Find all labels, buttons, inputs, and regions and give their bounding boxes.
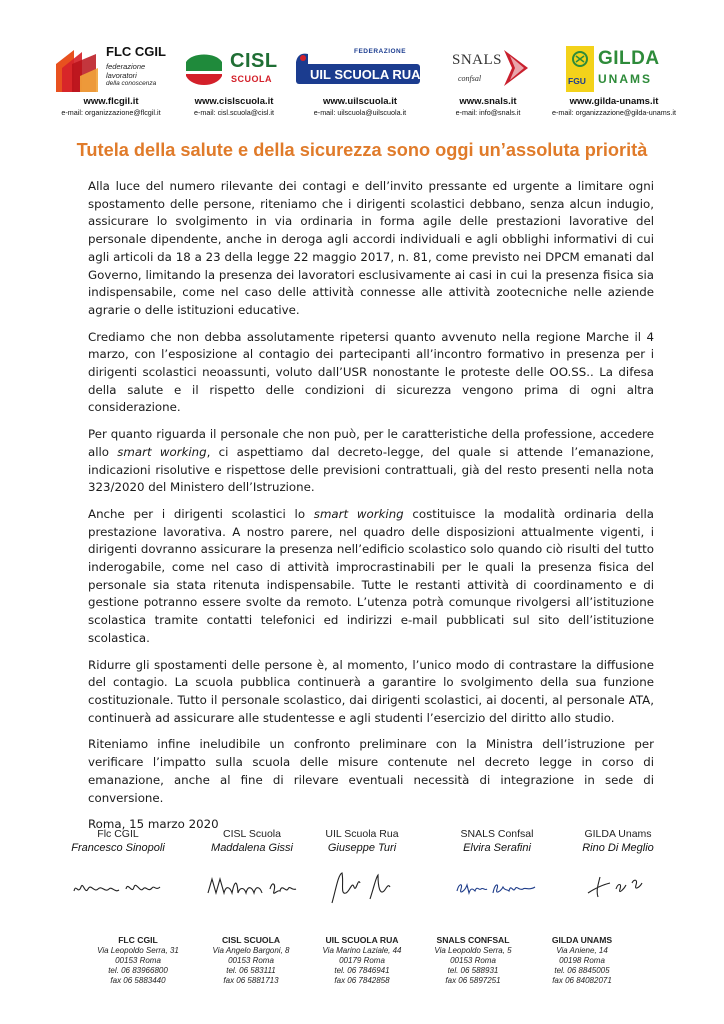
gilda-sub: UNAMS [598, 72, 652, 86]
address-flc [73, 935, 203, 986]
uil-name: UIL SCUOLA RUA [310, 67, 421, 82]
address-line: tel. 06 83966800 [108, 966, 168, 975]
email-link[interactable]: e-mail: cisl.scuola@cisl.it [194, 108, 274, 117]
address-line: fax 06 5897251 [445, 976, 501, 985]
flc-cgil-sub-2: lavoratori [106, 71, 137, 80]
address-line: tel. 06 8845005 [554, 966, 610, 975]
address-line: fax 06 7842858 [334, 976, 390, 985]
email-link[interactable]: e-mail: organizzazione@flcgil.it [61, 108, 161, 117]
flc-cgil-emblem-icon [52, 46, 102, 96]
website-link[interactable]: www.cislscuola.it [194, 96, 274, 107]
snals-emblem-icon [502, 48, 532, 88]
signature-flc [53, 828, 183, 903]
paragraph-1: Alla luce del numero rilevante dei contagi e dell’invito pressante ed urgente a limitare ogni spostamento delle persone, riteniamo che i dirigenti scolastici debbano, senza alcun indugio, assicurare lo svolgimento in via ordinaria in forma agile delle prestazioni lavorative del personale dipendente, anche in deroga agli accordi individuali e agli obblighi informativi di cui agli articoli da 18 a 23 della legge 22 maggio 2017, n. 81, come previsto nei DPCM emanati dal Governo, limitando la presenza dei lavoratori esclusivamente ai casi in cui la presenza fisica sia indispensabile, come nel caso delle attività connesse alle attività zootecniche nelle aziende agrarie o delle istituzioni educative. [88, 179, 654, 317]
address-line: fax 06 5883440 [110, 976, 166, 985]
gilda-mark: FGU [568, 76, 586, 86]
address-line: 00179 Roma [339, 956, 385, 965]
paragraph-3 [88, 426, 654, 497]
gilda-name: GILDA [598, 48, 660, 69]
signature-org: UIL Scuola Rua [325, 828, 399, 840]
website-link[interactable]: www.gilda-unams.it [569, 96, 659, 107]
gilda-unams-logo [566, 40, 666, 98]
address-line: Via Aniene, 14 [556, 946, 608, 955]
org-name: SNALS CONFSAL [436, 935, 510, 945]
flc-cgil-name: FLC CGIL [106, 44, 166, 59]
address-line: fax 06 5881713 [223, 976, 279, 985]
flc-cgil-sub-3: della conoscenza [106, 80, 157, 87]
handwritten-signature-icon [312, 869, 412, 909]
handwritten-signature-icon [202, 869, 302, 903]
website-link[interactable]: www.flcgil.it [83, 96, 139, 107]
signature-snals [432, 828, 562, 903]
contact-snals [418, 96, 558, 118]
signature-org: CISL Scuola [223, 828, 281, 840]
contact-gilda [544, 96, 684, 118]
cisl-name: CISL [230, 50, 278, 72]
address-line: 00153 Roma [450, 956, 496, 965]
flc-cgil-logo [52, 40, 172, 98]
signature-name: Francesco Sinopoli [71, 842, 165, 854]
contacts-row [0, 96, 724, 126]
signature-name: Rino Di Meglio [582, 842, 654, 854]
snals-name: SNALS [452, 52, 503, 68]
paragraph-2: Crediamo che non debba assolutamente ripetersi quanto avvenuto nella regione Marche il 4 marzo, con l’esposizione al contagio dei partecipanti all’incontro formativo in presenza per i dirigenti scolastici neoassunti, voluto dall’USR nonostante le proteste delle OO.SS.. La difesa della salute e il rispetto delle condizioni di sicurezza vengono prima di ogni altra considerazione. [88, 329, 654, 415]
paragraph-3-part-b: , ci aspettiamo dal decreto-legge, del quale si attende l’emanazione, indicazioni risolutive e rispettose delle previsioni contrattuali, già del resto presenti nella nota 323/2020 del Ministero dell’Istruzione. [88, 444, 654, 495]
contact-uil [290, 96, 430, 118]
signature-name: Maddalena Gissi [211, 842, 293, 854]
signature-name: Elvira Serafini [463, 842, 531, 854]
cisl-scuola-logo [182, 40, 286, 98]
address-line: tel. 06 7846941 [334, 966, 390, 975]
logo-bar [0, 40, 724, 100]
address-line: Via Leopoldo Serra, 5 [434, 946, 512, 955]
signature-org: SNALS Confsal [460, 828, 534, 840]
org-name: UIL SCUOLA RUA [325, 935, 399, 945]
signature-name: Giuseppe Turi [327, 842, 397, 854]
snals-confsal-logo [452, 40, 532, 98]
website-link[interactable]: www.snals.it [459, 96, 517, 107]
address-line: tel. 06 583111 [226, 966, 276, 975]
signature-org: GILDA Unams [584, 828, 652, 840]
address-line: 00153 Roma [115, 956, 161, 965]
contact-flc [41, 96, 181, 118]
contact-cisl [164, 96, 304, 118]
handwritten-signature-icon [68, 869, 168, 903]
flc-cgil-sub-1: federazione [106, 62, 146, 71]
address-line: Via Marino Laziale, 44 [322, 946, 402, 955]
signature-gilda [553, 828, 683, 903]
email-link[interactable]: e-mail: info@snals.it [455, 108, 521, 117]
handwritten-signature-icon [447, 869, 547, 903]
paragraph-4 [88, 506, 654, 648]
document-body [88, 178, 654, 843]
paragraph-4-part-b: costituisce la modalità ordinaria della prestazione lavorativa. A nostro parere, nel quadro delle disposizioni attualmente vigenti, i dirigenti dovranno assicurare la presenza nell’edificio scolastico solo quando ciò risulti del tutto inderogabile, come nel caso di attività improcrastinabili per le quali la presenza fisica del personale sia stata ritenuta indispensabile. Tutte le restanti attività di coordinamento e di gestione potranno essere svolte da remoto. L’utenza potrà comunque rivolgersi all’istituzione scolastica tramite contatti telefonici ed indirizzi e-mail pubblicati sul sito dell’istituzione scolastica. [88, 506, 654, 645]
cisl-sub: SCUOLA [231, 74, 272, 84]
address-gilda [517, 935, 647, 986]
org-name: CISL SCUOLA [221, 935, 281, 945]
uil-top: FEDERAZIONE [354, 48, 407, 55]
website-link[interactable]: www.uilscuola.it [322, 96, 398, 107]
cisl-emblem-icon [182, 48, 226, 92]
email-link[interactable]: e-mail: uilscuola@uilscuola.it [313, 108, 407, 117]
org-name: FLC CGIL [118, 935, 158, 945]
snals-sub: confsal [458, 74, 482, 83]
paragraph-6: Riteniamo infine ineludibile un confronto preliminare con la Ministra dell’istruzione per verificare l’impatto sulla scuola delle misure contenute nel decreto legge in corso di emanazione, anche al fine di rilevare eventuali necessità di integrazione in sede di conversione. [88, 737, 654, 805]
paragraph-3-part-a: Per quanto riguarda il personale che non può, per le caratteristiche della professione, accedere allo [88, 427, 654, 459]
paragraph-5: Ridurre gli spostamenti delle persone è, al momento, l’unico modo di contrastare la diffusione del contagio. La scuola pubblica continuerà a garantire lo svolgimento della sua funzione costituzionale. Tutto il personale scolastico, dai dirigenti scolastici, ai docenti, al personale ATA, continuerà ad assicurare alle studentesse e agli studenti l’esercizio del diritto allo studio. [88, 657, 654, 725]
document-date: Roma, 15 marzo 2020 [88, 817, 219, 832]
address-line: tel. 06 588931 [447, 966, 499, 975]
signature-org: Flc CGIL [97, 828, 139, 840]
paragraph-4-emphasis: smart working [313, 506, 404, 521]
document-title: Tutela della salute e della sicurezza sono oggi un’assoluta priorità [76, 140, 648, 160]
address-line: 00198 Roma [559, 956, 605, 965]
address-line: Via Angelo Bargoni, 8 [212, 946, 290, 955]
paragraph-3-emphasis: smart working [117, 444, 207, 459]
uil-scuola-rua-logo [294, 40, 424, 98]
address-line: Via Leopoldo Serra, 31 [97, 946, 179, 955]
email-link[interactable]: e-mail: organizzazione@gilda-unams.it [552, 108, 676, 117]
address-line: 00153 Roma [228, 956, 274, 965]
address-line: fax 06 84082071 [552, 976, 612, 985]
signature-uil [297, 828, 427, 909]
org-name: GILDA UNAMS [551, 935, 613, 945]
handwritten-signature-icon [568, 869, 668, 903]
paragraph-4-part-a: Anche per i dirigenti scolastici lo [88, 506, 314, 521]
